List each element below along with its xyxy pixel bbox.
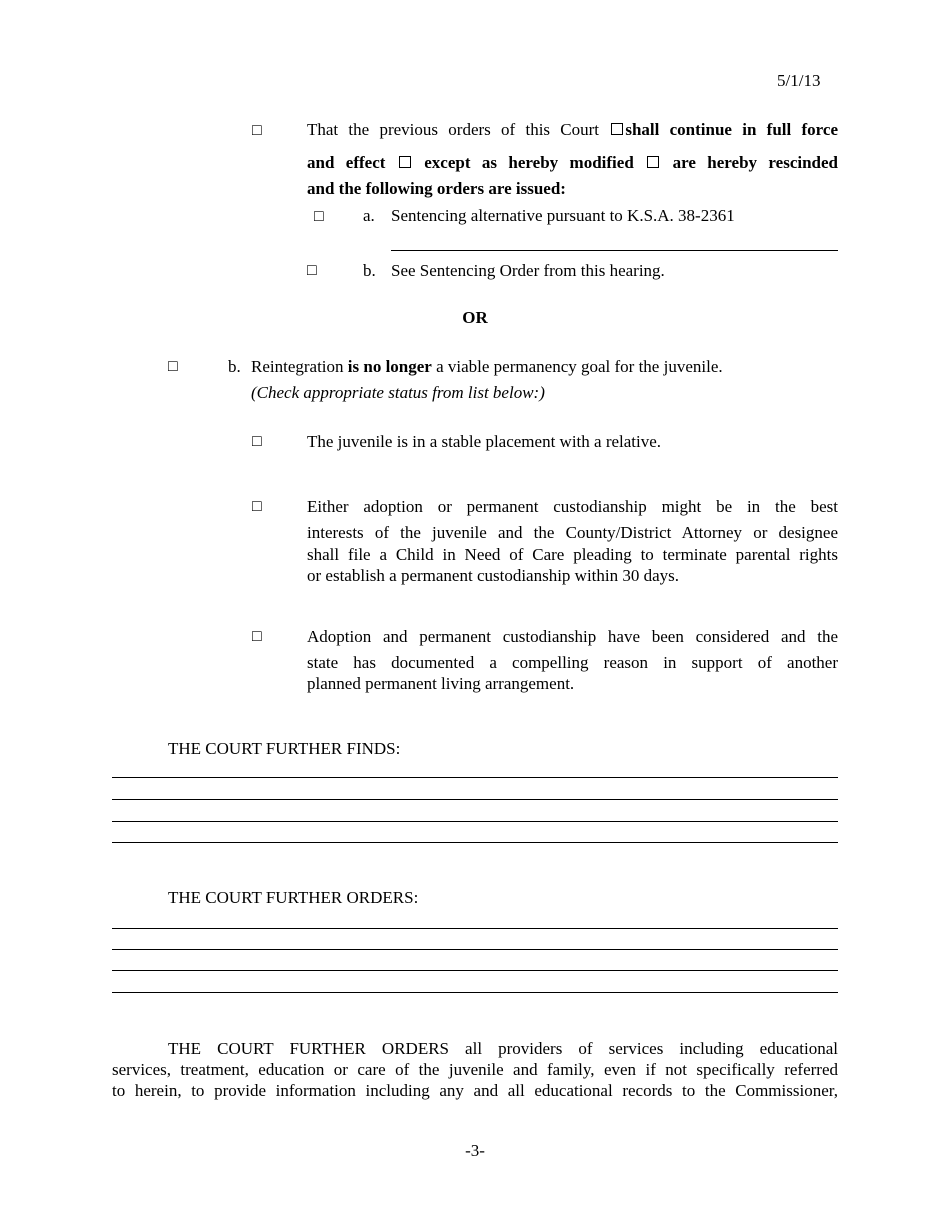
findings-line-4[interactable]: [112, 842, 838, 843]
reintegration-letter: b.: [228, 357, 241, 376]
relative-placement-checkbox[interactable]: □: [252, 433, 262, 450]
except-modified-checkbox[interactable]: [399, 156, 411, 168]
compelling-reason-line-1: Adoption and permanent custodianship have been considered and the: [307, 627, 838, 646]
adoption-option-line-4: or establish a permanent custodianship within 30 days.: [307, 566, 680, 585]
continue-checkbox[interactable]: [611, 123, 623, 135]
reintegration-no-longer-checkbox[interactable]: □: [168, 358, 178, 375]
prior-orders-line-2: and effect except as hereby modified are hereby rescinded: [307, 153, 839, 172]
item-a-letter: a.: [363, 206, 375, 225]
further-finds-heading: THE COURT FURTHER FINDS:: [168, 739, 401, 758]
prior-orders-line-1: That the previous orders of this Court shall continue in full force: [307, 120, 839, 139]
adoption-option-line-1: Either adoption or permanent custodianship might be in the best: [307, 497, 838, 516]
compelling-reason-line-2: state has documented a compelling reason in support of another: [307, 653, 838, 672]
sentencing-alternative-checkbox[interactable]: □: [314, 208, 324, 225]
reintegration-instruction: (Check appropriate status from list below:): [251, 383, 545, 402]
page-number: -3-: [465, 1141, 485, 1160]
providers-order-line-3: to herein, to provide information including any and all educational records to the Commissioner,: [112, 1081, 838, 1100]
compelling-reason-checkbox[interactable]: □: [252, 628, 262, 645]
sentencing-alternative-line[interactable]: [391, 250, 838, 251]
sentencing-order-text: See Sentencing Order from this hearing.: [391, 261, 665, 280]
prior-orders-checkbox[interactable]: □: [252, 122, 262, 139]
orders-line-1[interactable]: [112, 928, 838, 929]
sentencing-alternative-text: Sentencing alternative pursuant to K.S.A. 38-2361: [391, 206, 735, 225]
prior-orders-line-3: and the following orders are issued:: [307, 179, 566, 198]
compelling-reason-line-3: planned permanent living arrangement.: [307, 674, 575, 693]
adoption-option-line-2: interests of the juvenile and the County/District Attorney or designee: [307, 523, 838, 542]
or-divider: OR: [462, 308, 488, 327]
providers-order-line-2: services, treatment, education or care of the juvenile and family, even if not specifically referred: [112, 1060, 838, 1079]
orders-line-3[interactable]: [112, 970, 838, 971]
adoption-custodianship-possible-checkbox[interactable]: □: [252, 498, 262, 515]
document-date: 5/1/13: [777, 71, 821, 90]
adoption-option-line-3: shall file a Child in Need of Care pleading to terminate parental rights: [307, 545, 838, 564]
orders-line-2[interactable]: [112, 949, 838, 950]
further-orders-heading: THE COURT FURTHER ORDERS:: [168, 888, 419, 907]
rescinded-checkbox[interactable]: [647, 156, 659, 168]
relative-placement-text: The juvenile is in a stable placement with a relative.: [307, 432, 662, 451]
orders-line-4[interactable]: [112, 992, 838, 993]
findings-line-1[interactable]: [112, 777, 838, 778]
providers-order-line-1: THE COURT FURTHER ORDERS all providers of services including educational: [168, 1039, 838, 1058]
reintegration-statement: Reintegration is no longer a viable permanency goal for the juvenile.: [251, 357, 723, 376]
findings-line-3[interactable]: [112, 821, 838, 822]
findings-line-2[interactable]: [112, 799, 838, 800]
item-b-letter: b.: [363, 261, 376, 280]
sentencing-order-checkbox[interactable]: □: [307, 262, 317, 279]
